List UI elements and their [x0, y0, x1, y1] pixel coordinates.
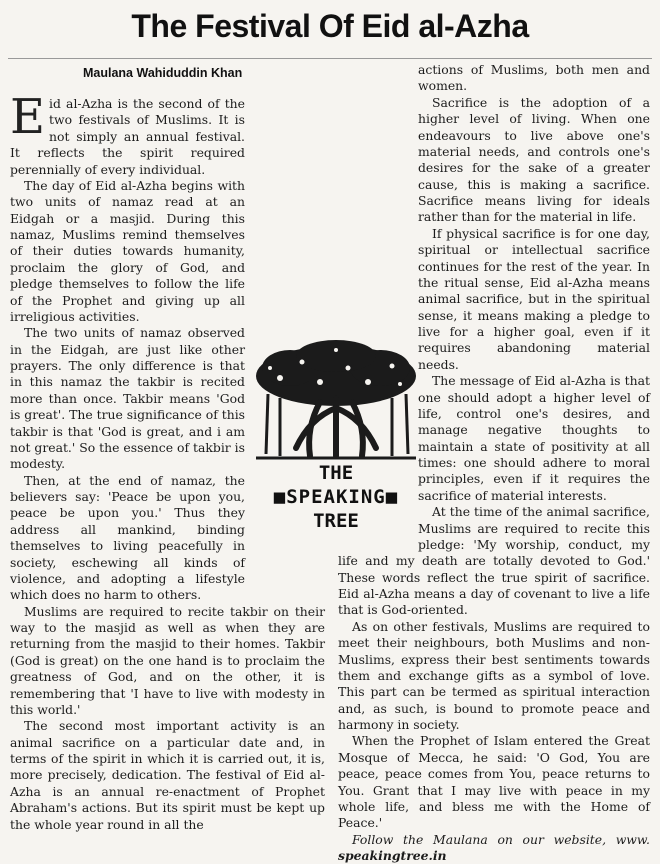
paragraph: At the time of the animal sacrifice, Muslims are required to recite this pledge: 'My worship, conduct, my life and my death are totally devoted to God.' These words reflect the true spirit of sacrifice. Eid al-Azha means a day of covenant to live a life that is God-oriented. — [338, 504, 650, 618]
logo-text-the: THE — [318, 462, 354, 484]
article-title: The Festival Of Eid al-Azha — [131, 8, 529, 44]
paragraph: When the Prophet of Islam entered the Great Mosque of Mecca, he said: 'O God, You are peace, peace comes from You, peace returns to You. Grant that I may live with peace in my whole life, and bless me with the Home of Peace.' — [338, 733, 650, 831]
speaking-tree-logo — [250, 338, 422, 570]
footer-text: Follow the Maulana on our website, www. — [352, 831, 650, 847]
website-link[interactable]: speakingtree.in — [338, 848, 447, 863]
title-divider — [8, 58, 652, 59]
paragraph: The message of Eid al-Azha is that one should adopt a higher level of life, control one's desires, and manage negative thoughts to maintain a state of positivity at all times: one should adhere to moral principles, even if it requires the sacrifice of material interests. — [418, 373, 650, 503]
author-byline: Maulana Wahiduddin Khan — [83, 66, 243, 80]
dropcap: E — [10, 89, 46, 145]
footer-note — [338, 832, 650, 864]
paragraph: If physical sacrifice is for one day, spiritual or intellectual sacrifice continues for the rest of the year. In the ritual sense, Eid al-Azha means animal sacrifice, but in the spiritual sense, it means making a pledge to live for a higher goal, even if it requires abandoning material needs. — [418, 225, 650, 372]
paragraph: The day of Eid al-Azha begins with two units of namaz read at an Eidgah or a masjid. During this namaz, Muslims remind themselves of their duties towards humanity, proclaim the glory of God, and pledge themselves to follow the life of the Prophet and giving up all irreligious activities. — [10, 177, 245, 324]
logo-text-tree: TREE — [313, 510, 359, 532]
paragraph: As on other festivals, Muslims are required to meet their neighbours, both Muslims and non-Muslims, express their best sentiments towards them and exchange gifts as a symbol of love. This part can be termed as spiritual interaction and, as such, is bound to promote peace and harmony in society. — [338, 618, 650, 732]
paragraph: The second most important activity is an animal sacrifice on a particular date and, in terms of the spirit in which it is carried out, it is, more precisely, dedication. The festival of Eid al-Azha is an annual re-enactment of Prophet Abraham's actions. But its spirit must be kept up the whole year round in all the — [10, 718, 325, 832]
paragraph: Eid al-Azha is the second of the two festivals of Muslims. It is not simply an annual festival. It reflects the spirit required perennially of every individual. — [10, 89, 245, 177]
paragraph: Muslims are required to recite takbir on their way to the masjid as well as when they are returning from the masjid to their homes. Takbir (God is great) on the one hand is to proclaim the greatness of God, and on the other, it is remembering that 'I have to live with modesty in this world.' — [10, 603, 325, 717]
paragraph: actions of Muslims, both men and women. — [418, 62, 650, 94]
paragraph: The two units of namaz observed in the Eidgah, are just like other prayers. The only difference is that in this namaz the takbir is recited more than once. Takbir means 'God is great'. The true significance of this takbir is that 'God is great, and i am not great.' So the essence of takbir is modesty. — [10, 325, 246, 472]
paragraph: Then, at the end of namaz, the believers say: 'Peace be upon you, peace be upon you.' Thus they address all mankind, binding themselves to living peacefully in society, eschewing all kinds of violence, and adopting a lifestyle which does no harm to others. — [10, 472, 245, 603]
paragraph: Sacrifice is the adoption of a higher level of living. When one endeavours to live above one's material needs, and controls one's desires for the sake of a greater cause, this is making a sacrifice. Sacrifice means living for ideals rather than for the material in life. — [418, 94, 650, 225]
tree-icon — [250, 338, 422, 462]
logo-text-speaking: ■SPEAKING■ — [273, 486, 399, 508]
